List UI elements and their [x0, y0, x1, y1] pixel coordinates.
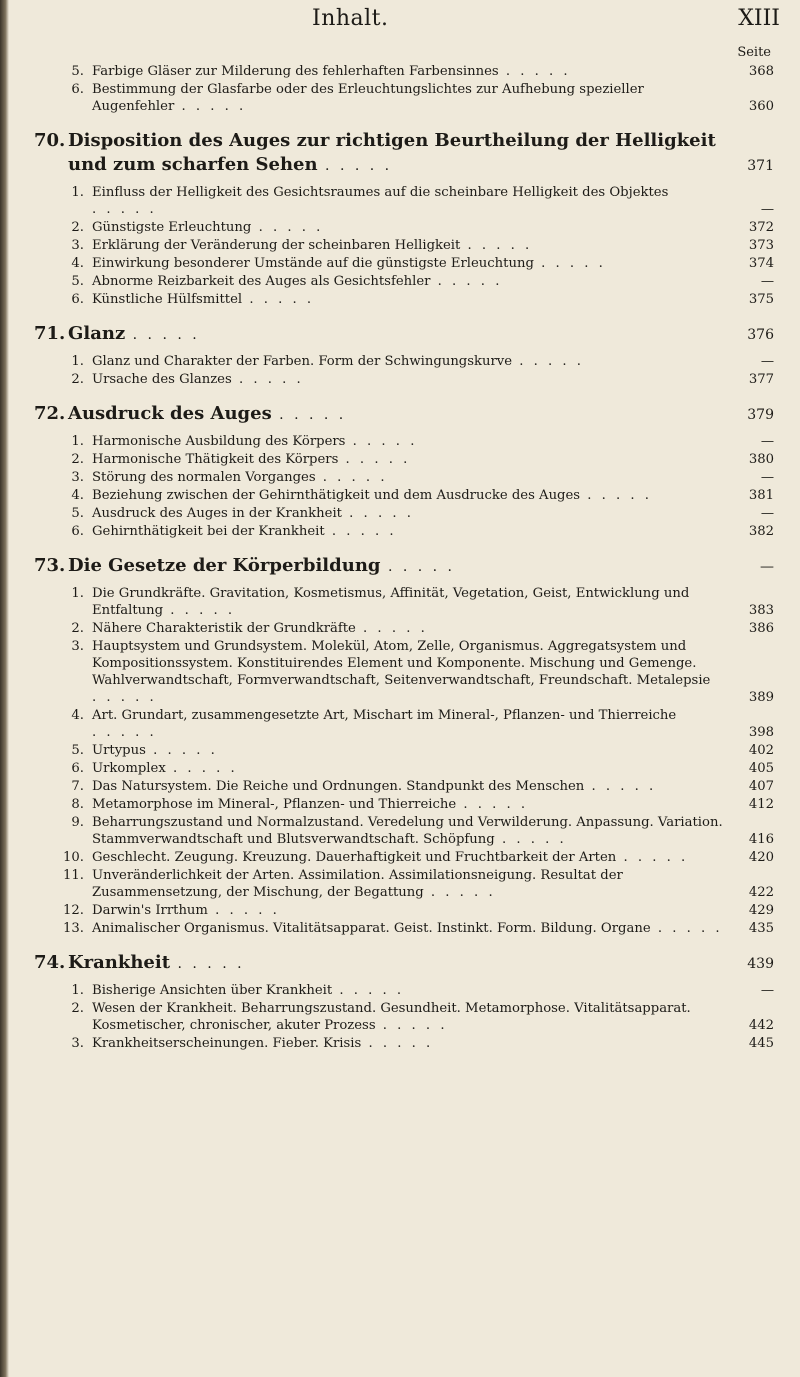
- toc-title: Urkomplex: [92, 761, 166, 776]
- toc-number: 6.: [71, 524, 84, 539]
- dot-leader: . . . . .: [341, 506, 414, 521]
- toc-entry: [34, 219, 774, 236]
- dot-leader: . . . . .: [92, 202, 157, 217]
- toc-page: 381: [748, 488, 774, 503]
- toc-number: 5.: [71, 274, 84, 289]
- toc-entry: [34, 291, 774, 308]
- toc-number: 1.: [71, 586, 84, 601]
- dot-leader: . . . . .: [355, 621, 428, 636]
- toc-title: Geschlecht. Zeugung. Kreuzung. Dauerhaftigkeit und Fruchtbarkeit der Arten: [92, 850, 617, 865]
- dot-leader: . . . . .: [584, 779, 657, 794]
- toc-page: 416: [748, 832, 774, 847]
- toc-page: —: [760, 983, 774, 998]
- toc-entry: [34, 487, 774, 504]
- toc-entry: [34, 255, 774, 272]
- dot-leader: . . . . .: [650, 921, 723, 936]
- toc-number: 72.: [34, 403, 66, 424]
- page-number: XIII: [738, 6, 780, 31]
- toc-page: 377: [748, 372, 774, 387]
- dot-leader: . . . . .: [324, 524, 397, 539]
- toc-number: 3.: [71, 238, 84, 253]
- toc-title: Krankheitserscheinungen. Fieber. Krisis: [92, 1036, 362, 1051]
- dot-leader: . . . . .: [174, 99, 247, 114]
- toc-page: 371: [747, 158, 774, 174]
- toc-number: 9.: [71, 815, 84, 830]
- dot-leader: . . . . .: [580, 488, 652, 503]
- running-title: Inhalt.: [312, 6, 389, 31]
- toc-number: 10.: [63, 850, 84, 865]
- toc-title: Farbige Gläser zur Milderung des fehlerhaften Farbensinnes: [92, 64, 499, 79]
- table-of-contents: [34, 45, 774, 1052]
- toc-page: 420: [748, 850, 774, 865]
- toc-entry: [34, 469, 774, 486]
- toc-page: 375: [748, 292, 774, 307]
- toc-page: 376: [747, 327, 774, 343]
- toc-number: 2.: [71, 452, 84, 467]
- toc-page: 383: [748, 603, 774, 618]
- toc-title: Disposition des Auges zur richtigen Beurtheilung der Helligkeit und zum scharfen Sehen: [68, 130, 716, 175]
- toc-page: 373: [748, 238, 774, 253]
- toc-number: 73.: [34, 555, 66, 576]
- dot-leader: . . . . .: [345, 434, 418, 449]
- toc-entry: [34, 273, 774, 290]
- toc-page: 360: [748, 99, 774, 114]
- toc-title: Gehirnthätigkeit bei der Krankheit: [92, 524, 325, 539]
- toc-title: Einfluss der Helligkeit des Gesichtsraumes auf die scheinbare Helligkeit des Objektes: [92, 185, 669, 200]
- toc-title: Glanz und Charakter der Farben. Form der Schwingungskurve: [92, 354, 513, 369]
- dot-leader: . . . . .: [125, 327, 200, 343]
- toc-entry: [34, 505, 774, 522]
- toc-title: Harmonische Thätigkeit des Körpers: [92, 452, 339, 467]
- toc-title: Günstigste Erleuchtung: [92, 220, 252, 235]
- page-header: [0, 6, 800, 36]
- toc-page: 439: [747, 956, 774, 972]
- dot-leader: . . . . .: [332, 983, 405, 998]
- toc-entry: [34, 814, 774, 848]
- toc-number: 3.: [71, 1036, 84, 1051]
- dot-leader: . . . . .: [170, 956, 245, 972]
- toc-page: 379: [747, 407, 774, 423]
- toc-title: Ausdruck des Auges in der Krankheit: [92, 506, 342, 521]
- toc-number: 6.: [71, 82, 84, 97]
- toc-number: 5.: [71, 506, 84, 521]
- toc-title: Urtypus: [92, 743, 146, 758]
- toc-title: Hauptsystem und Grundsystem. Molekül, Atom, Zelle, Organismus. Aggregatsystem und Kompositionssystem. Konstituirendes Element und Komponente. Mischung und Gemenge. Wahlverwandtschaft, Formverwandtschaft, Seitenverwandtschaft, Freundschaft. Metalepsie: [92, 639, 711, 688]
- toc-title: Krankheit: [68, 952, 171, 973]
- toc-title: Abnorme Reizbarkeit des Auges als Gesichtsfehler: [92, 274, 431, 289]
- toc-title: Beharrungszustand und Normalzustand. Veredelung und Verwilderung. Anpassung. Variation. Stammverwandtschaft und Blutsverwandtschaft. Schöpfung: [92, 815, 723, 847]
- toc-number: 6.: [71, 292, 84, 307]
- toc-entry: [34, 1000, 774, 1034]
- toc-page: 402: [748, 743, 774, 758]
- toc-title: Nähere Charakteristik der Grundkräfte: [92, 621, 356, 636]
- toc-number: 5.: [71, 743, 84, 758]
- dot-leader: . . . . .: [423, 885, 496, 900]
- toc-title: Die Gesetze der Körperbildung: [68, 555, 381, 576]
- toc-page: 429: [748, 903, 774, 918]
- toc-number: 4.: [71, 708, 84, 723]
- toc-page: 407: [748, 779, 774, 794]
- toc-title: Beziehung zwischen der Gehirnthätigkeit und dem Ausdrucke des Auges: [92, 488, 581, 503]
- toc-entry: [34, 433, 774, 450]
- toc-page: 368: [748, 64, 774, 79]
- toc-title: Ausdruck des Auges: [68, 403, 272, 424]
- toc-title: Harmonische Ausbildung des Körpers: [92, 434, 346, 449]
- dot-leader: . . . . .: [92, 725, 157, 740]
- toc-chapter: [34, 129, 774, 178]
- dot-leader: . . . . .: [315, 470, 388, 485]
- toc-page: 435: [748, 921, 774, 936]
- toc-entry: [34, 620, 774, 637]
- toc-title: Künstliche Hülfsmittel: [92, 292, 243, 307]
- toc-chapter: [34, 554, 774, 579]
- toc-number: 2.: [71, 621, 84, 636]
- toc-number: 12.: [63, 903, 84, 918]
- toc-number: 4.: [71, 488, 84, 503]
- toc-title: Das Natursystem. Die Reiche und Ordnungen. Standpunkt des Menschen: [92, 779, 585, 794]
- dot-leader: . . . . .: [163, 603, 236, 618]
- toc-page: —: [760, 559, 774, 575]
- toc-title: Wesen der Krankheit. Beharrungszustand. Gesundheit. Metamorphose. Vitalitätsapparat. Kosmetischer, chronischer, akuter Prozess: [92, 1001, 691, 1033]
- toc-number: 4.: [71, 256, 84, 271]
- dot-leader: . . . . .: [242, 292, 315, 307]
- toc-entry: [34, 523, 774, 540]
- toc-number: 6.: [71, 761, 84, 776]
- dot-leader: . . . . .: [92, 690, 157, 705]
- toc-entry: [34, 237, 774, 254]
- toc-title: Einwirkung besonderer Umstände auf die günstigste Erleuchtung: [92, 256, 534, 271]
- book-spine-edge: [0, 0, 9, 1377]
- dot-leader: . . . . .: [456, 797, 529, 812]
- dot-leader: . . . . .: [145, 743, 218, 758]
- toc-number: 8.: [71, 797, 84, 812]
- toc-number: 1.: [71, 354, 84, 369]
- dot-leader: . . . . .: [616, 850, 689, 865]
- dot-leader: . . . . .: [165, 761, 238, 776]
- toc-title: Erklärung der Veränderung der scheinbaren Helligkeit: [92, 238, 461, 253]
- toc-entry: [34, 184, 774, 218]
- toc-number: 70.: [34, 130, 66, 151]
- toc-number: 2.: [71, 372, 84, 387]
- dot-leader: . . . . .: [512, 354, 584, 369]
- toc-entry: [34, 902, 774, 919]
- toc-page: —: [760, 202, 774, 217]
- toc-title: Metamorphose im Mineral-, Pflanzen- und Thierreiche: [92, 797, 457, 812]
- toc-number: 1.: [71, 434, 84, 449]
- toc-number: 11.: [63, 868, 84, 883]
- toc-entry: [34, 81, 774, 115]
- toc-title: Bestimmung der Glasfarbe oder des Erleuchtungslichtes zur Aufhebung spezieller Augenfehler: [92, 82, 644, 114]
- toc-title: Ursache des Glanzes: [92, 372, 232, 387]
- toc-page: —: [760, 506, 774, 521]
- toc-entry: [34, 638, 774, 706]
- toc-title: Die Grundkräfte. Gravitation, Kosmetismus, Affinität, Vegetation, Geist, Entwicklung und Entfaltung: [92, 586, 690, 618]
- toc-title: Art. Grundart, zusammengesetzte Art, Mischart im Mineral-, Pflanzen- und Thierreiche: [92, 708, 677, 723]
- toc-entry: [34, 371, 774, 388]
- dot-leader: . . . . .: [498, 64, 571, 79]
- toc-title: Störung des normalen Vorganges: [92, 470, 316, 485]
- toc-entry: [34, 353, 774, 370]
- dot-leader: . . . . .: [460, 238, 533, 253]
- toc-entry: [34, 920, 774, 937]
- toc-number: 13.: [63, 921, 84, 936]
- toc-number: 2.: [71, 220, 84, 235]
- toc-page: 389: [748, 690, 774, 705]
- toc-page: 442: [748, 1018, 774, 1033]
- toc-entry: [34, 849, 774, 866]
- dot-leader: . . . . .: [338, 452, 411, 467]
- toc-page: 374: [748, 256, 774, 271]
- dot-leader: . . . . .: [380, 559, 456, 575]
- toc-number: 71.: [34, 323, 66, 344]
- toc-entry: [34, 1035, 774, 1052]
- toc-page: —: [760, 470, 774, 485]
- toc-entry: [34, 796, 774, 813]
- toc-page: 372: [748, 220, 774, 235]
- dot-leader: . . . . .: [231, 372, 304, 387]
- dot-leader: . . . . .: [271, 407, 347, 423]
- toc-number: 1.: [71, 983, 84, 998]
- dot-leader: . . . . .: [251, 220, 324, 235]
- toc-page: 445: [748, 1036, 774, 1051]
- toc-entry: [34, 451, 774, 468]
- toc-page: —: [760, 274, 774, 289]
- toc-number: 3.: [71, 470, 84, 485]
- toc-entry: [34, 585, 774, 619]
- toc-page: 405: [748, 761, 774, 776]
- seite-label: Seite: [737, 45, 771, 60]
- toc-entry: [34, 867, 774, 901]
- dot-leader: . . . . .: [317, 158, 393, 174]
- toc-number: 74.: [34, 952, 66, 973]
- toc-page: 422: [748, 885, 774, 900]
- toc-page: —: [760, 434, 774, 449]
- dot-leader: . . . . .: [430, 274, 503, 289]
- toc-entry: [34, 707, 774, 741]
- toc-title: Darwin's Irrthum: [92, 903, 208, 918]
- toc-chapter: [34, 402, 774, 427]
- toc-chapter: [34, 322, 774, 347]
- toc-entry: [34, 778, 774, 795]
- toc-chapter: [34, 951, 774, 976]
- toc-title: Glanz: [68, 323, 126, 344]
- dot-leader: . . . . .: [375, 1018, 448, 1033]
- toc-page: 398: [748, 725, 774, 740]
- toc-page: 412: [748, 797, 774, 812]
- toc-entry: [34, 760, 774, 777]
- toc-number: 2.: [71, 1001, 84, 1016]
- toc-entry: [34, 982, 774, 999]
- toc-title: Unveränderlichkeit der Arten. Assimilation. Assimilationsneigung. Resultat der Zusammensetzung, der Mischung, der Begattung: [92, 868, 623, 900]
- dot-leader: . . . . .: [494, 832, 567, 847]
- toc-entry: [34, 63, 774, 80]
- toc-number: 5.: [71, 64, 84, 79]
- toc-title: Animalischer Organismus. Vitalitätsapparat. Geist. Instinkt. Form. Bildung. Organe: [92, 921, 651, 936]
- toc-number: 3.: [71, 639, 84, 654]
- toc-title: Bisherige Ansichten über Krankheit: [92, 983, 333, 998]
- toc-number: 1.: [71, 185, 84, 200]
- toc-entry: [34, 742, 774, 759]
- toc-page: 382: [748, 524, 774, 539]
- toc-page: 380: [748, 452, 774, 467]
- dot-leader: . . . . .: [533, 256, 606, 271]
- toc-number: 7.: [71, 779, 84, 794]
- dot-leader: . . . . .: [361, 1036, 434, 1051]
- toc-page: 386: [748, 621, 774, 636]
- toc-page: —: [760, 354, 774, 369]
- dot-leader: . . . . .: [207, 903, 280, 918]
